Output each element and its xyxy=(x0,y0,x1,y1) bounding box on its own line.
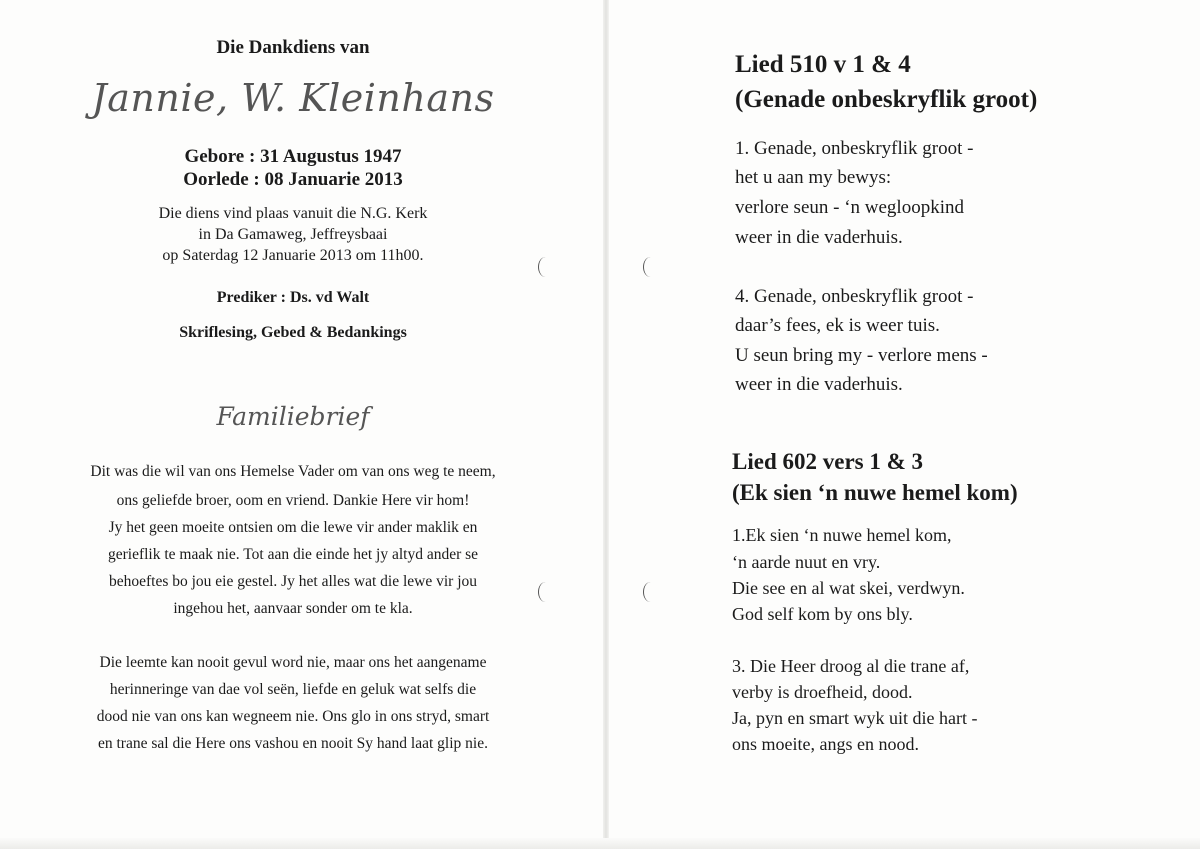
hymn2-verse-line: 1.Ek sien ‘n nuwe hemel kom, xyxy=(732,525,952,545)
letter-line: herinneringe van dae vol seën, liefde en geluk wat selfs die xyxy=(109,681,477,698)
hymn1-subtitle: (Genade onbeskryflik groot) xyxy=(735,86,1038,113)
punch-hole xyxy=(643,582,658,602)
hymn1-verse-line: verlore seun - ‘n wegloopkind xyxy=(735,197,964,218)
letter-line: dood nie van ons kan wegneem nie. Ons glo in ons stryd, smart xyxy=(96,708,490,725)
letter-line: ons geliefde broer, oom en vriend. Dankie Here vir hom! xyxy=(116,492,470,509)
page-fold xyxy=(603,0,609,849)
service-line: Die diens vind plaas vanuit die N.G. Kerk xyxy=(158,205,428,222)
preacher: Prediker : Ds. vd Walt xyxy=(216,289,370,306)
hymn2-verse-line: ‘n aarde nuut en vry. xyxy=(732,552,881,572)
hymn1-verse-line: weer in die vaderhuis. xyxy=(735,227,903,248)
letter-line: en trane sal die Here ons vashou en nooit Sy hand laat glip nie. xyxy=(98,735,488,752)
hymn2-subtitle: (Ek sien ‘n nuwe hemel kom) xyxy=(732,480,1018,505)
letter-line: behoeftes bo jou eie gestel. Jy het alles wat die lewe vir jou xyxy=(108,573,477,590)
birth-date: Gebore : 31 Augustus 1947 xyxy=(184,146,402,167)
service-line: op Saterdag 12 Januarie 2013 om 11h00. xyxy=(162,247,424,264)
hymn1-verse-line: 4. Genade, onbeskryflik groot - xyxy=(735,286,974,307)
service-line: in Da Gamaweg, Jeffreysbaai xyxy=(198,226,388,243)
hymn1-verse-line: U seun bring my - verlore mens - xyxy=(735,345,988,366)
paper-edge xyxy=(0,838,1200,849)
deceased-name: Jannie, W. Kleinhans xyxy=(91,76,495,120)
service-heading: Die Dankdiens van xyxy=(216,37,370,58)
letter-line: Dit was die wil van ons Hemelse Vader om van ons weg te neem, xyxy=(90,463,496,480)
hymn2-verse-line: Ja, pyn en smart wyk uit die hart - xyxy=(732,708,978,728)
letter-heading: Familiebrief xyxy=(216,402,370,431)
punch-hole xyxy=(538,582,553,602)
hymn2-verse-line: verby is droefheid, dood. xyxy=(732,682,913,702)
hymn1-verse-line: het u aan my bewys: xyxy=(735,167,892,188)
hymn2-verse-line: God self kom by ons bly. xyxy=(732,604,913,624)
hymn1-verse-line: 1. Genade, onbeskryflik groot - xyxy=(735,138,974,159)
hymn1-verse-line: daar’s fees, ek is weer tuis. xyxy=(735,315,940,336)
hymn1-verse-line: weer in die vaderhuis. xyxy=(735,374,903,395)
hymn1-title: Lied 510 v 1 & 4 xyxy=(735,51,911,78)
letter-line: Jy het geen moeite ontsien om die lewe vir ander maklik en xyxy=(108,519,478,536)
letter-line: Die leemte kan nooit gevul word nie, maar ons het aangename xyxy=(99,654,487,671)
hymn2-verse-line: Die see en al wat skei, verdwyn. xyxy=(732,578,965,598)
hymn2-verse-line: 3. Die Heer droog al die trane af, xyxy=(732,656,970,676)
letter-line: ingehou het, aanvaar sonder om te kla. xyxy=(173,600,413,617)
hymn2-title: Lied 602 vers 1 & 3 xyxy=(732,449,924,474)
program: Skriflesing, Gebed & Bedankings xyxy=(179,324,407,341)
punch-hole xyxy=(643,257,658,277)
death-date: Oorlede : 08 Januarie 2013 xyxy=(183,169,403,190)
hymn2-verse-line: ons moeite, angs en nood. xyxy=(732,734,919,754)
letter-line: gerieflik te maak nie. Tot aan die einde het jy altyd ander se xyxy=(107,546,479,563)
punch-hole xyxy=(538,257,553,277)
